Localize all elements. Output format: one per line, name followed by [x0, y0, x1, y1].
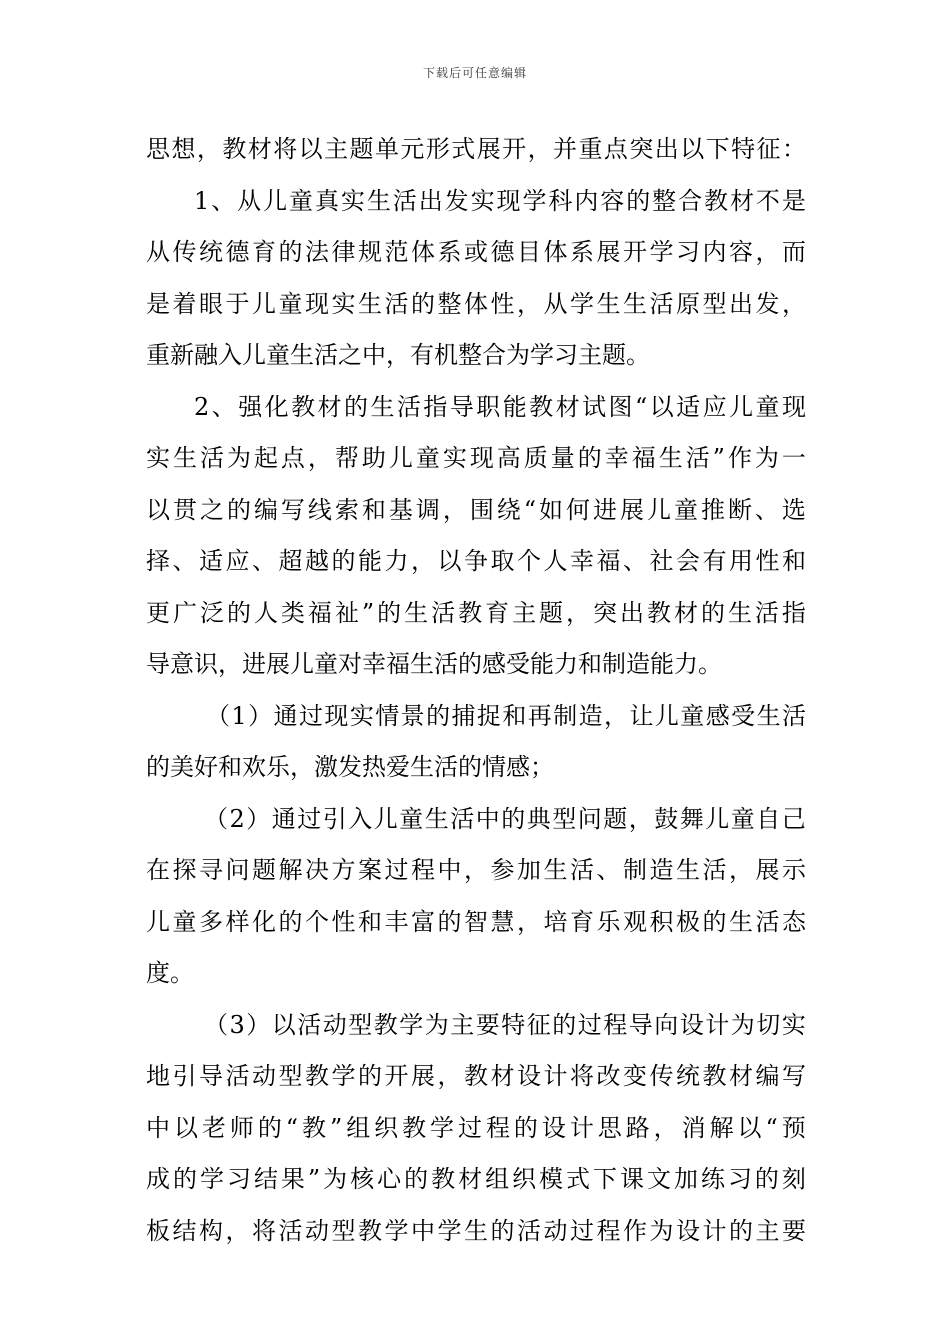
text-line: 的美好和欢乐，激发热爱生活的情感；	[146, 753, 554, 781]
text-line: 是 着 眼 于 儿 童 现 实 生 活 的 整 体 性 ， 从 学 生 生 活 原 型 出 发 ，	[146, 289, 806, 318]
text-line: 更 广 泛 的 人 类 福 祉 ” 的 生 活 教 育 主 题 ， 突 出 教 材 的 生 活 指	[146, 598, 806, 627]
text-line: 中 以 老 师 的 “ 教 ” 组 织 教 学 过 程 的 设 计 思 路 ， 消 解 以 “ 预	[146, 1113, 806, 1142]
text-line: 儿 童 多 样 化 的 个 性 和 丰 富 的 智 慧 ， 培 育 乐 观 积 极 的 生 活 态	[146, 907, 806, 936]
text-line: 实 生 活 为 起 点 ， 帮 助 儿 童 实 现 高 质 量 的 幸 福 生 活 ” 作 为 一	[146, 444, 806, 472]
text-line: 以 贯 之 的 编 写 线 索 和 基 调 ， 围 绕 “ 如 何 进 展 儿 童 推 断 、 选	[146, 495, 806, 524]
page-header: 下载后可任意编辑	[422, 66, 527, 80]
text-line: 地 引 导 活 动 型 教 学 的 开 展 ， 教 材 设 计 将 改 变 传 统 教 材 编 写	[146, 1062, 806, 1090]
text-line: 在 探 寻 问 题 解 决 方 案 过 程 中 ， 参 加 生 活 、 制 造 生 活 ， 展 示	[146, 856, 806, 884]
text-line: 1 、 从 儿 童 真 实 生 活 出 发 实 现 学 科 内 容 的 整 合 教 材 不 是	[194, 186, 806, 215]
text-line: 成 的 学 习 结 果 ” 为 核 心 的 教 材 组 织 模 式 下 课 文 加 练 习 的 刻	[146, 1165, 806, 1193]
text-line: 重新融入儿童生活之中，有机整合为学习主题。	[146, 341, 650, 369]
text-line: 从 传 统 德 育 的 法 律 规 范 体 系 或 德 目 体 系 展 开 学 习 内 容 ， 而	[146, 238, 806, 266]
text-line: 度。	[146, 959, 194, 987]
text-line: 择 、 适 应 、 超 越 的 能 力 ， 以 争 取 个 人 幸 福 、 社 会 有 用 性 和	[146, 547, 806, 575]
body-text	[146, 124, 806, 1257]
text-line: 2 、 强 化 教 材 的 生 活 指 导 职 能 教 材 试 图 “ 以 适 应 儿 童 现	[194, 392, 806, 421]
text-line: 思 想 ， 教 材 将 以 主 题 单 元 形 式 展 开 ， 并 重 点 突 出 以 下 特 征 ：	[146, 135, 806, 163]
text-line: 导意识，进展儿童对幸福生活的感受能力和制造能力。	[146, 650, 722, 678]
text-line: （ 2 ） 通 过 引 入 儿 童 生 活 中 的 典 型 问 题 ， 鼓 舞 儿 童 自 己	[204, 804, 806, 833]
text-line: （ 3 ） 以 活 动 型 教 学 为 主 要 特 征 的 过 程 导 向 设 计 为 切 实	[204, 1010, 806, 1039]
text-line: 板 结 构 ， 将 活 动 型 教 学 中 学 生 的 活 动 过 程 作 为 设 计 的 主 要	[146, 1216, 806, 1245]
text-line: （ 1 ） 通 过 现 实 情 景 的 捕 捉 和 再 制 造 ， 让 儿 童 感 受 生 活	[206, 701, 806, 730]
